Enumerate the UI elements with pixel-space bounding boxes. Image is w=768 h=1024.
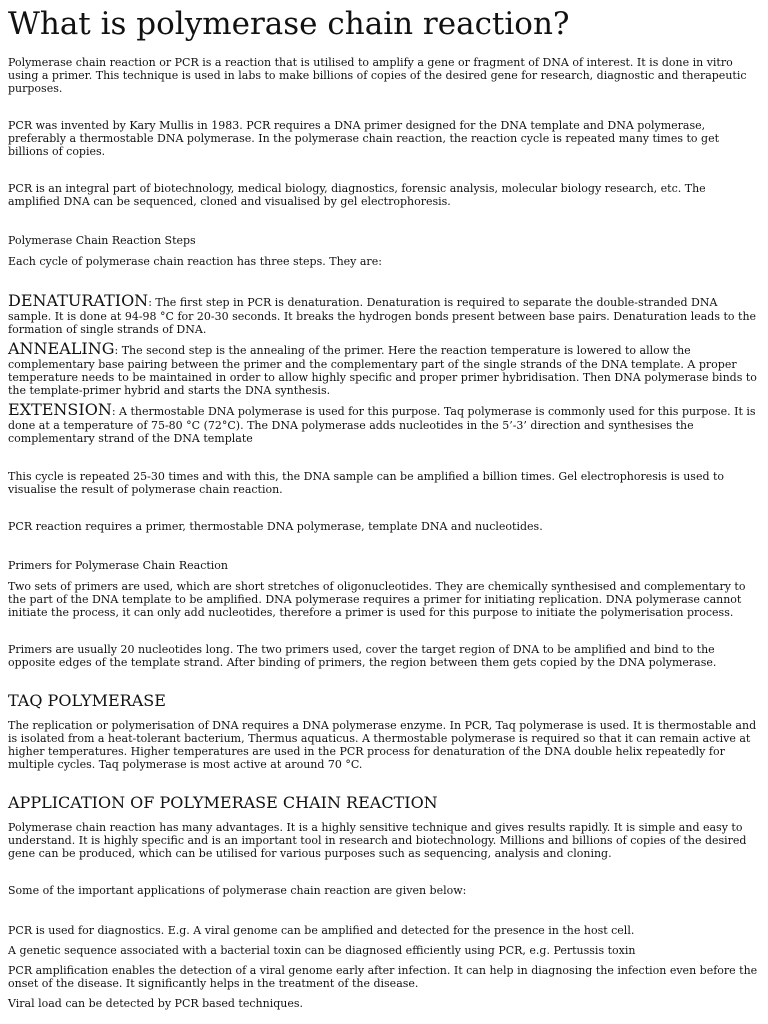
application-paragraph: Polymerase chain reaction has many advantages. It is a highly sensitive technique and gives results rapidly. It is simple and easy to understand. It is highly specific and is an important tool in research and biotechnology. Millions and billions of copies of the desired gene can be produced, which can be utilised for various purposes such as sequencing, analysis and cloning. xyxy=(8,821,747,860)
intro-paragraph-3: PCR is an integral part of biotechnology, medical biology, diagnostics, forensic analysis, molecular biology research, etc. The amplified DNA can be sequenced, cloned and visualised by gel electrophoresis. xyxy=(8,182,706,208)
steps-lead: Each cycle of polymerase chain reaction has three steps. They are: xyxy=(8,255,382,268)
primers-paragraph-1: Two sets of primers are used, which are short stretches of oligonucleotides. They are chemically synthesised and complementary to the part of the DNA template to be amplified. DNA polymerase requires a primer for initiating replication. DNA polymerase cannot initiate the process, it can only add nucleotides, therefore a primer is used for this purpose to initiate the polymerisation process. xyxy=(8,580,746,619)
step-annealing xyxy=(8,340,760,397)
steps-after-paragraph-2: PCR reaction requires a primer, thermostable DNA polymerase, template DNA and nucleotides. xyxy=(8,520,543,533)
primers-heading: Primers for Polymerase Chain Reaction xyxy=(8,559,228,572)
step-extension xyxy=(8,401,760,445)
step-text: : The first step in PCR is denaturation. Denaturation is required to separate the double-stranded DNA sample. It is done at 94-98 °C for 20-30 seconds. It breaks the hydrogen bonds present between base pairs. Denaturation leads to the formation of single strands of DNA. xyxy=(8,296,757,336)
application-lead: Some of the important applications of polymerase chain reaction are given below: xyxy=(8,884,467,897)
taq-paragraph: The replication or polymerisation of DNA requires a DNA polymerase enzyme. In PCR, Taq polymerase is used. It is thermostable and is isolated from a heat-tolerant bacterium, Thermus aquaticus. A thermostable polymerase is required so that it can remain active at higher temperatures. Higher temperatures are used in the PCR process for denaturation of the DNA double helix repeatedly for multiple cycles. Taq polymerase is most active at around 70 °C. xyxy=(8,719,757,771)
intro-paragraph-1: Polymerase chain reaction or PCR is a reaction that is utilised to amplify a gene or fragment of DNA of interest. It is done in vitro using a primer. This technique is used in labs to make billions of copies of the desired gene for research, diagnostic and therapeutic purposes. xyxy=(8,56,747,95)
application-item: Viral load can be detected by PCR based techniques. xyxy=(8,997,303,1010)
taq-heading: TAQ POLYMERASE xyxy=(8,691,166,710)
steps-heading: Polymerase Chain Reaction Steps xyxy=(8,234,196,247)
document xyxy=(8,0,760,1010)
application-item: PCR amplification enables the detection of a viral genome early after infection. It can help in diagnosing the infection even before the onset of the disease. It significantly helps in the treatment of the disease. xyxy=(8,964,758,990)
application-item: A genetic sequence associated with a bacterial toxin can be diagnosed efficiently using PCR, e.g. Pertussis toxin xyxy=(8,944,636,957)
step-text: : The second step is the annealing of the primer. Here the reaction temperature is lowered to allow the complementary base pairing between the primer and the complementary part of the single strands of the DNA template. A proper temperature needs to be maintained in order to allow highly specific and proper primer hybridisation. Then DNA polymerase binds to the template-primer hybrid and starts the DNA synthesis. xyxy=(8,344,757,397)
step-term: ANNEALING xyxy=(8,339,115,358)
step-text: : A thermostable DNA polymerase is used for this purpose. Taq polymerase is commonly used for this purpose. It is done at a temperature of 75-80 °C (72°C). The DNA polymerase adds nucleotides in the 5’-3’ direction and synthesises the complementary strand of the DNA template xyxy=(8,405,756,445)
page-title: What is polymerase chain reaction? xyxy=(8,6,570,42)
application-item: PCR is used for diagnostics. E.g. A viral genome can be amplified and detected for the presence in the host cell. xyxy=(8,924,635,937)
steps-after-paragraph-1: This cycle is repeated 25-30 times and with this, the DNA sample can be amplified a billion times. Gel electrophoresis is used to visualise the result of polymerase chain reaction. xyxy=(8,470,725,496)
step-term: EXTENSION xyxy=(8,400,112,419)
step-denaturation xyxy=(8,292,760,336)
application-heading: APPLICATION OF POLYMERASE CHAIN REACTION xyxy=(8,793,438,812)
primers-paragraph-2: Primers are usually 20 nucleotides long. The two primers used, cover the target region of DNA to be amplified and bind to the opposite edges of the template strand. After binding of primers, the region between them gets copied by the DNA polymerase. xyxy=(8,643,717,669)
step-term: DENATURATION xyxy=(8,291,149,310)
intro-paragraph-2: PCR was invented by Kary Mullis in 1983. PCR requires a DNA primer designed for the DNA template and DNA polymerase, preferably a thermostable DNA polymerase. In the polymerase chain reaction, the reaction cycle is repeated many times to get billions of copies. xyxy=(8,119,720,158)
